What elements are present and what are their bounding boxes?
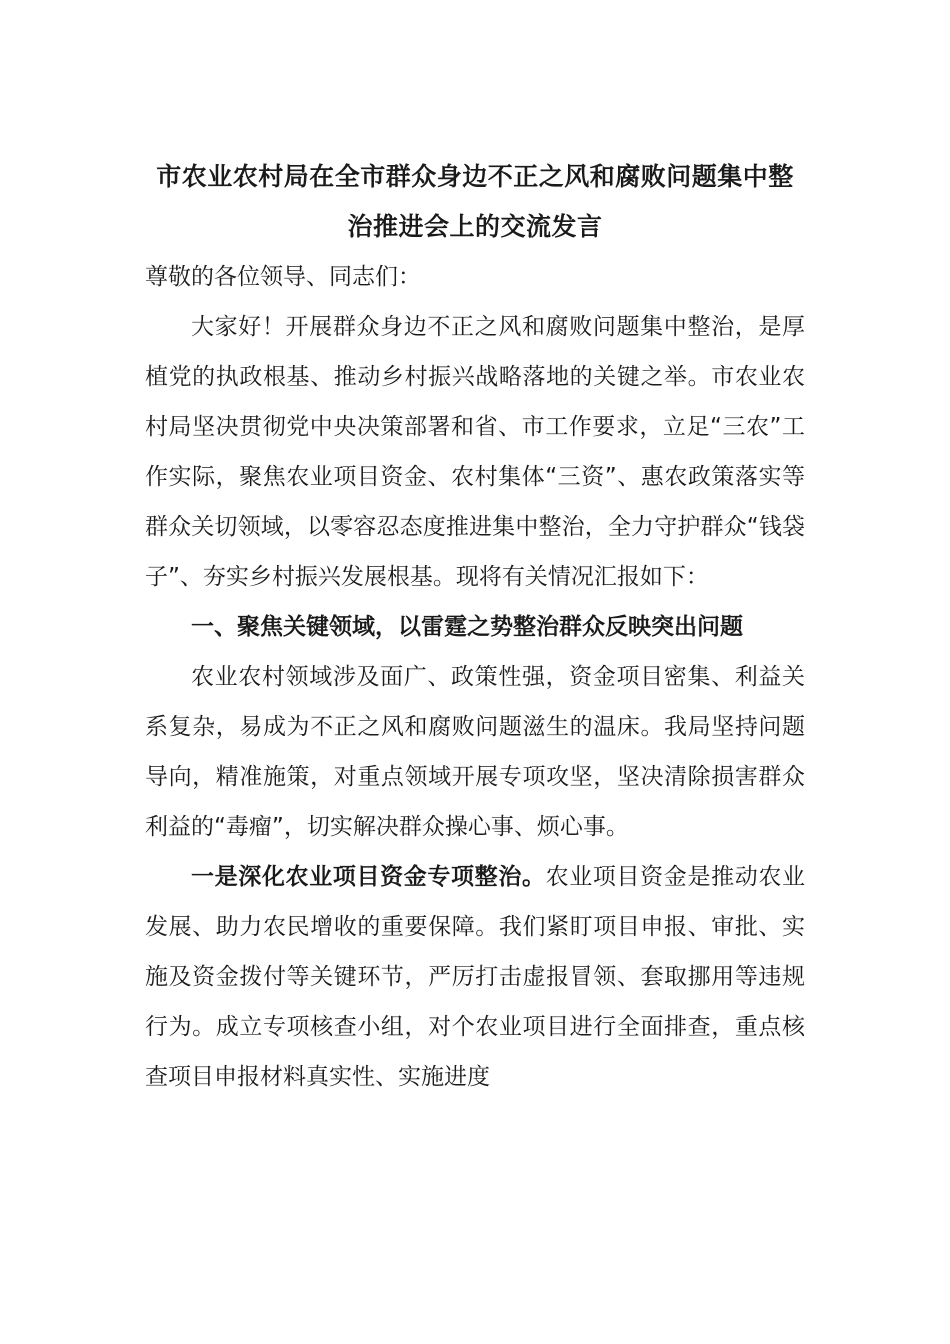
document-title: 市农业农村局在全市群众身边不正之风和腐败问题集中整治推进会上的交流发言 <box>156 162 794 241</box>
item-1-paragraph <box>145 852 805 1102</box>
item-1-lead: 一是深化农业项目资金专项整治。 <box>191 864 546 890</box>
section-1-paragraph: 农业农村领域涉及面广、政策性强，资金项目密集、利益关系复杂，易成为不正之风和腐败问题滋生的温床。我局坚持问题导向，精准施策，对重点领域开展专项攻坚，坚决清除损害群众利益的“毒瘤”，切实解决群众操心事、烦心事。 <box>145 664 805 840</box>
section-heading-1: 一、聚焦关键领域，以雷霆之势整治群众反映突出问题 <box>191 614 743 640</box>
salutation: 尊敬的各位领导、同志们： <box>145 264 421 290</box>
item-1-text: 农业项目资金是推动农业发展、助力农民增收的重要保障。我们紧盯项目申报、审批、实施及资金拨付等关键环节，严厉打击虚报冒领、套取挪用等违规行为。成立专项核查小组，对个农业项目进行全面排查，重点核查项目申报材料真实性、实施进度 <box>145 864 806 1090</box>
intro-paragraph: 大家好！开展群众身边不正之风和腐败问题集中整治，是厚植党的执政根基、推动乡村振兴战略落地的关键之举。市农业农村局坚决贯彻党中央决策部署和省、市工作要求，立足“三农”工作实际，聚焦农业项目资金、农村集体“三资”、惠农政策落实等群众关切领域，以零容忍态度推进集中整治，全力守护群众“钱袋子”、夯实乡村振兴发展根基。现将有关情况汇报如下： <box>145 314 805 590</box>
document-body <box>145 152 805 1102</box>
